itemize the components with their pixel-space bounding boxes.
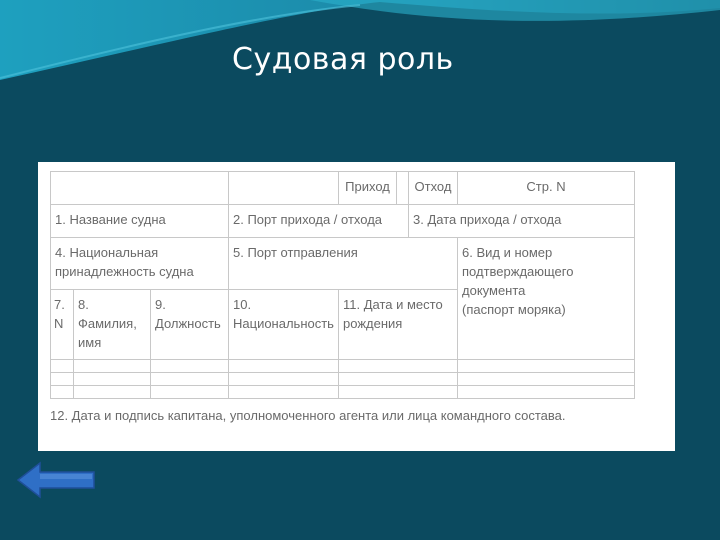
col-nationality: 10. Национальность [229,290,339,360]
header-empty-mid [229,172,339,205]
form-footer-signature: 12. Дата и подпись капитана, уполномоченного агента или лица командного состава. [50,408,566,423]
back-arrow-icon[interactable] [16,461,96,499]
field-date: 3. Дата прихода / отхода [409,205,635,238]
col-birth: 11. Дата и место рождения [339,290,458,360]
field-id-document: 6. Вид и номер подтверждающего документа (паспорт моряка) [458,238,635,360]
field-departure-port: 5. Порт отправления [229,238,458,290]
header-spacer [397,172,409,205]
header-departure: Отход [409,172,458,205]
col-number: 7. N [51,290,74,360]
table-row [51,386,635,399]
field-port: 2. Порт прихода / отхода [229,205,409,238]
col-name: 8. Фамилия, имя [74,290,151,360]
crew-list-form [38,162,675,451]
table-row [51,360,635,373]
col-rank: 9. Должность [151,290,229,360]
header-arrival: Приход [339,172,397,205]
table-row [51,373,635,386]
form-table [50,171,635,399]
field-vessel-name: 1. Название судна [51,205,229,238]
field-nationality: 4. Национальная принадлежность судна [51,238,229,290]
header-page: Стр. N [458,172,635,205]
slide-title: Судовая роль [232,42,454,77]
header-empty-left [51,172,229,205]
